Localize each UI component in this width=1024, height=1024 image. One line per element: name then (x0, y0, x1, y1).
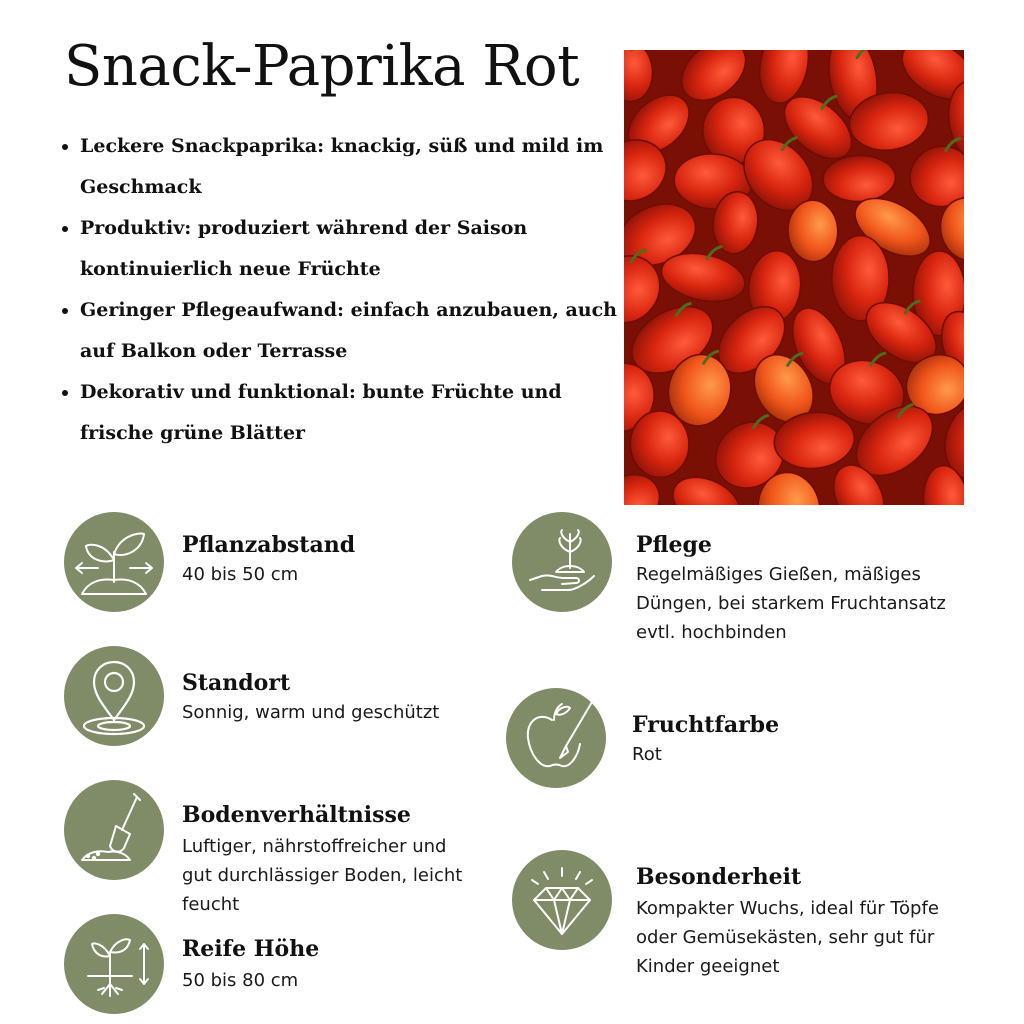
feature-title: Standort (182, 670, 291, 696)
page-title: Snack-Paprika Rot (64, 34, 580, 99)
feature-besonderheit (512, 850, 992, 990)
apple-brush-icon (506, 688, 606, 788)
feature-pflanzabstand (64, 512, 484, 622)
location-pin-icon (64, 646, 164, 746)
feature-text: Sonnig, warm und geschützt (182, 702, 440, 723)
bullet-item: • Produktiv: produziert während der Saison kontinuierlich neue Früchte (80, 208, 640, 290)
feature-title: Bodenverhältnisse (182, 802, 411, 828)
feature-standort (64, 646, 484, 756)
feature-title: Besonderheit (636, 864, 802, 890)
feature-text: 40 bis 50 cm (182, 564, 299, 585)
feature-text: Regelmäßiges Gießen, mäßiges Düngen, bei starkem Fruchtansatz evtl. hochbinden (636, 564, 946, 643)
feature-title: Fruchtfarbe (632, 712, 780, 738)
shovel-soil-icon (64, 780, 164, 880)
hand-plant-icon (512, 512, 612, 612)
feature-pflege (512, 512, 992, 652)
feature-text: Kompakter Wuchs, ideal für Töpfe oder Gemüsekästen, sehr gut für Kinder geeignet (636, 898, 939, 977)
bullet-item: • Dekorativ und funktional: bunte Früchte und frische grüne Blätter (80, 372, 640, 454)
feature-text: Luftiger, nährstoffreicher und gut durchlässiger Boden, leicht feucht (182, 836, 463, 915)
feature-title: Reife Höhe (182, 936, 320, 962)
diamond-icon (512, 850, 612, 950)
feature-bullet-list (58, 126, 640, 454)
bullet-item: • Geringer Pflegeaufwand: einfach anzubauen, auch auf Balkon oder Terrasse (80, 290, 640, 372)
feature-hoehe (64, 914, 484, 1014)
seedling-height-icon (64, 914, 164, 1014)
feature-text: 50 bis 80 cm (182, 970, 299, 991)
bullet-item: • Leckere Snackpaprika: knackig, süß und mild im Geschmack (80, 126, 640, 208)
feature-title: Pflege (636, 532, 712, 558)
red-peppers-photo (624, 50, 964, 505)
feature-boden (64, 780, 504, 915)
pepper-shape (630, 410, 690, 477)
feature-fruchtfarbe (506, 688, 986, 788)
plant-spacing-icon (64, 512, 164, 612)
feature-title: Pflanzabstand (182, 532, 356, 558)
feature-text: Rot (632, 744, 662, 765)
